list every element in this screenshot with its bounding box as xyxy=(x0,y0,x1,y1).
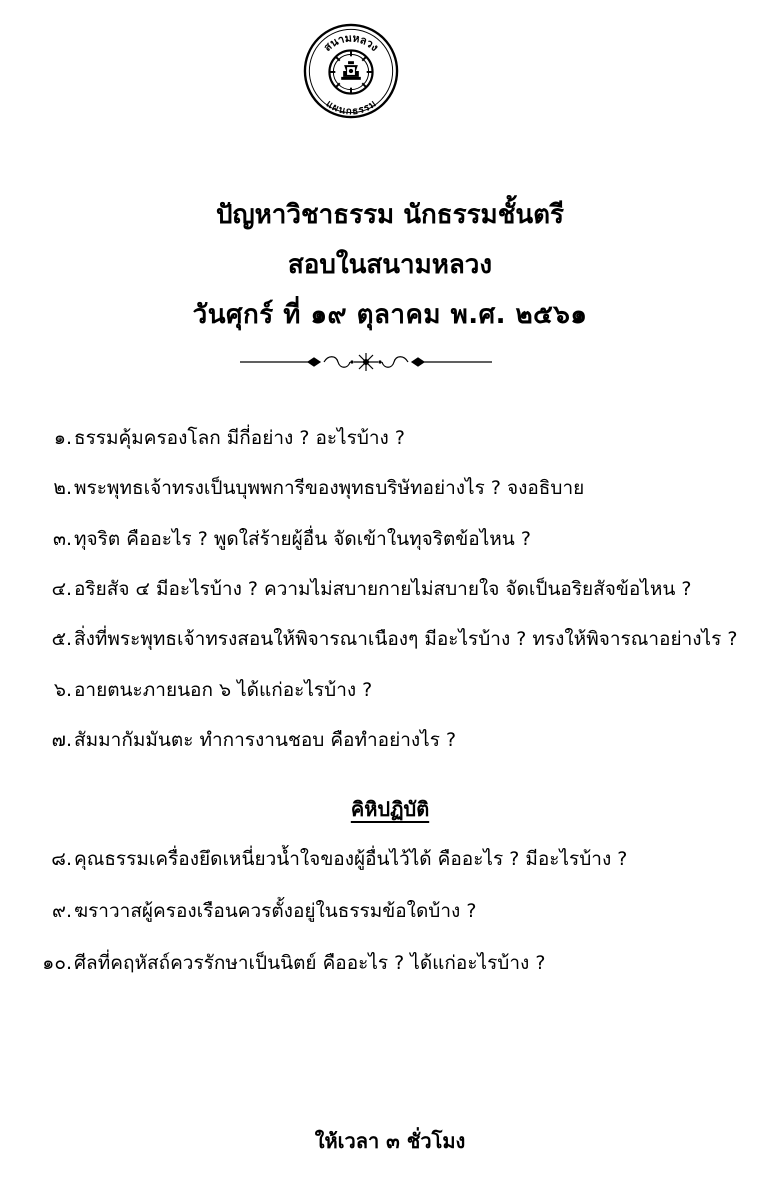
ornamental-divider xyxy=(238,350,494,374)
question-text: ศีลที่คฤหัสถ์ควรรักษาเป็นนิตย์ คืออะไร ? ได้แก่อะไรบ้าง ? xyxy=(74,952,546,974)
question-number: ๔. xyxy=(51,578,72,600)
question-number: ๖. xyxy=(53,679,72,701)
question-2 xyxy=(30,475,584,501)
question-text: อริยสัจ ๔ มีอะไรบ้าง ? ความไม่สบายกายไม่สบายใจ จัดเป็นอริยสัจข้อไหน ? xyxy=(74,578,692,600)
question-text: คุณธรรมเครื่องยึดเหนี่ยวน้ำใจของผู้อื่นไว้ได้ คืออะไร ? มีอะไรบ้าง ? xyxy=(74,848,628,870)
question-7 xyxy=(30,727,456,753)
svg-text:สนามหลวง: สนามหลวง xyxy=(321,31,382,54)
section-heading-gihi-patibat: คิหิปฏิบัติ xyxy=(350,797,430,821)
question-4 xyxy=(30,576,692,602)
question-text: ธรรมคุ้มครองโลก มีกี่อย่าง ? อะไรบ้าง ? xyxy=(74,427,405,449)
question-1 xyxy=(30,425,405,451)
svg-text:แผนกธรรม: แผนกธรรม xyxy=(323,98,379,118)
question-6 xyxy=(30,677,372,703)
question-text: สิ่งที่พระพุทธเจ้าทรงสอนให้พิจารณาเนืองๆ มีอะไรบ้าง ? ทรงให้พิจารณาอย่างไร ? xyxy=(74,628,738,650)
question-text: ทุจริต คืออะไร ? พูดใส่ร้ายผู้อื่น จัดเข้าในทุจริตข้อไหน ? xyxy=(74,528,531,550)
question-number: ๑. xyxy=(53,427,72,449)
sanam-luang-seal-logo xyxy=(302,22,400,120)
exam-title: ปัญหาวิชาธรรม นักธรรมชั้นตรี xyxy=(216,200,564,230)
question-10 xyxy=(30,950,545,976)
question-number: ๘. xyxy=(51,848,72,870)
question-number: ๗. xyxy=(51,729,72,751)
question-text: อายตนะภายนอก ๖ ได้แก่อะไรบ้าง ? xyxy=(74,679,373,701)
question-3 xyxy=(30,526,531,552)
question-number: ๓. xyxy=(52,528,72,550)
question-text: ฆราวาสผู้ครองเรือนควรตั้งอยู่ในธรรมข้อใดบ้าง ? xyxy=(74,900,477,922)
time-allowed-note: ให้เวลา ๓ ชั่วโมง xyxy=(314,1129,466,1153)
exam-title-block xyxy=(0,190,780,340)
question-text: สัมมากัมมันตะ ทำการงานชอบ คือทำอย่างไร ? xyxy=(74,729,457,751)
question-number: ๒. xyxy=(53,477,72,499)
exam-date: วันศุกร์ ที่ ๑๙ ตุลาคม พ.ศ. ๒๕๖๑ xyxy=(192,300,588,330)
question-number: ๙. xyxy=(52,900,72,922)
question-8 xyxy=(30,846,627,872)
question-9 xyxy=(30,898,476,924)
exam-venue: สอบในสนามหลวง xyxy=(287,250,493,280)
question-5 xyxy=(30,626,737,652)
question-number: ๑๐. xyxy=(42,952,72,974)
question-number: ๕. xyxy=(51,628,72,650)
question-text: พระพุทธเจ้าทรงเป็นบุพพการีของพุทธบริษัทอย่างไร ? จงอธิบาย xyxy=(74,477,585,499)
